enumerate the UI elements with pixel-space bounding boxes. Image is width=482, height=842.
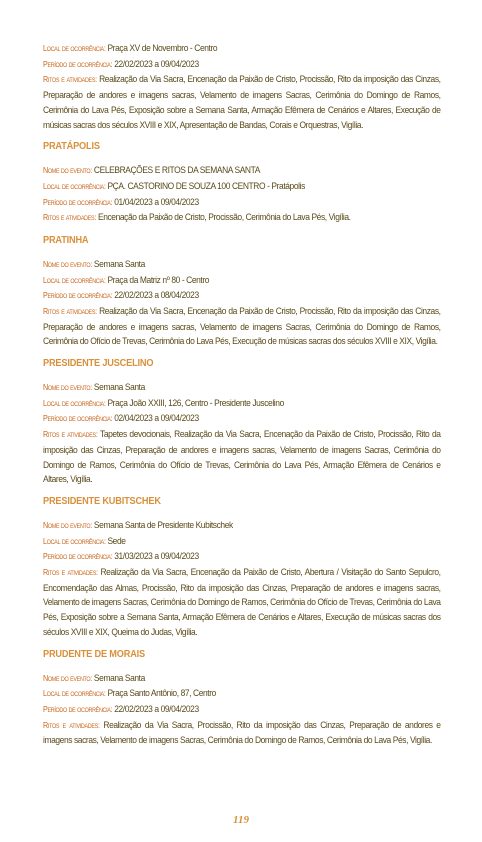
- local-line: [43, 686, 441, 702]
- local-label: Local de ocorrência:: [43, 275, 106, 285]
- name-value: Semana Santa: [93, 381, 145, 393]
- rites-label: Ritos e atividades:: [43, 567, 98, 577]
- name-line: [43, 257, 441, 273]
- period-line: [43, 288, 441, 304]
- rites-label: Ritos e atividades:: [43, 306, 97, 316]
- name-label: Nome do evento:: [43, 521, 92, 531]
- local-label: Local de ocorrência:: [43, 689, 106, 699]
- local-line: [43, 273, 441, 289]
- document-page: [43, 41, 441, 748]
- rites-value: Realização da Via Sacra, Procissão, Rito da imposição das Cinzas, Preparação de andores e imagens sacras, Velamento de imagens Sacras, Cerimônia do Domingo de Ramos, Cerimônia do Lava Pés, Vigília.: [43, 718, 441, 746]
- rites-paragraph: [43, 210, 441, 226]
- name-label: Nome do evento:: [43, 166, 92, 176]
- local-value: Praça Santo Antônio, 87, Centro: [107, 687, 216, 699]
- local-line: [43, 179, 441, 195]
- local-label: Local de ocorrência:: [43, 536, 106, 546]
- rites-value: Realização da Via Sacra, Encenação da Paixão de Cristo, Abertura / Visitação do Santo Sepulcro, Encomendação das Almas, Procissão, Rito da imposição das Cinzas, Preparação de andores e imagens sacras, Velamento de imagens Sacras, Cerimônia do Domingo de Ramos, Cerimônia do Ofício de Trevas, Cerimônia do Lava Pés, Exposição sobre a Semana Santa, Armação Efêmera de Cenários e Altares, Execução de músicas sacras dos séculos XVIII e XIX, Queima do Judas, Vigília.: [43, 565, 441, 638]
- period-line: [43, 411, 441, 427]
- name-line: [43, 518, 441, 534]
- period-value: 31/03/2023 a 09/04/2023: [114, 550, 199, 562]
- local-label: Local de ocorrência:: [43, 44, 106, 53]
- name-label: Nome do evento:: [43, 673, 92, 683]
- city-heading: PRESIDENTE JUSCELINO: [43, 358, 154, 370]
- name-label: Nome do evento:: [43, 383, 92, 393]
- name-line: [43, 163, 441, 179]
- period-line: [43, 549, 441, 565]
- rites-paragraph: [43, 565, 441, 640]
- period-line: [43, 57, 441, 73]
- page-number: 119: [233, 814, 249, 826]
- rites-value: Encenação da Paixão de Cristo, Procissão, Cerimônia do Lava Pés, Vigília.: [97, 211, 351, 223]
- rites-label: Ritos e atividades:: [43, 75, 97, 85]
- rites-value: Realização da Via Sacra, Encenação da Paixão de Cristo, Procissão, Rito da imposição das Cinzas, Preparação de andores e imagens sacras, Velamento de imagens Sacras, Cerimônia do Domingo de Ramos, Cerimônia do Lava Pés, Exposição sobre a Semana Santa, Armação Efêmera de Cenários e Altares, Execução de músicas sacras dos séculos XVIII e XIX, Apresentação de Bandas, Corais e Orquestras, Vigília.: [43, 73, 441, 130]
- local-value: Praça João XXIII, 126, Centro - Presidente Juscelino: [107, 396, 284, 408]
- rites-label: Ritos e atividades:: [43, 720, 100, 730]
- period-label: Período de ocorrência:: [43, 197, 113, 207]
- event-block: [43, 671, 441, 748]
- period-line: [43, 702, 441, 718]
- period-value: 02/04/2023 a 09/04/2023: [114, 412, 199, 424]
- rites-label: Ritos e atividades:: [43, 429, 98, 439]
- city-heading: PRUDENTE DE MORAIS: [43, 648, 145, 660]
- rites-label: Ritos e atividades:: [43, 213, 97, 223]
- name-value: Semana Santa: [93, 257, 145, 269]
- rites-paragraph: [43, 427, 441, 487]
- name-value: Semana Santa de Presidente Kubitschek: [93, 519, 233, 531]
- period-label: Período de ocorrência:: [43, 291, 113, 301]
- period-label: Período de ocorrência:: [43, 59, 113, 69]
- period-value: 22/02/2023 a 09/04/2023: [114, 703, 199, 715]
- city-heading: PRATÁPOLIS: [43, 141, 100, 153]
- period-label: Período de ocorrência:: [43, 705, 113, 715]
- local-line: [43, 41, 441, 57]
- rites-paragraph: [43, 304, 441, 349]
- name-value: CELEBRAÇÕES E RITOS DA SEMANA SANTA: [93, 164, 260, 176]
- name-line: [43, 380, 441, 396]
- event-block-continued: [43, 41, 441, 132]
- local-label: Local de ocorrência:: [43, 398, 106, 408]
- local-label: Local de ocorrência:: [43, 181, 106, 191]
- period-value: 22/02/2023 a 09/04/2023: [114, 57, 199, 69]
- period-label: Período de ocorrência:: [43, 552, 113, 562]
- name-line: [43, 671, 441, 687]
- event-block: [43, 163, 441, 226]
- event-block: [43, 257, 441, 349]
- event-block: [43, 380, 441, 487]
- local-value: Praça da Matriz nº 80 - Centro: [107, 273, 210, 285]
- local-value: Praça XV de Novembro - Centro: [107, 42, 218, 53]
- rites-value: Tapetes devocionais, Realização da Via Sacra, Encenação da Paixão de Cristo, Procissão, Rito da imposição das Cinzas, Preparação de andores e imagens sacras, Velamento de imagens Sacras, Cerimônia do Domingo de Ramos, Cerimônia do Ofício de Trevas, Cerimônia do Lava Pés, Armação Efêmera de Cenários e Altares, Vigília.: [43, 427, 441, 485]
- period-label: Período de ocorrência:: [43, 414, 113, 424]
- local-value: PÇA. CASTORINO DE SOUZA 100 CENTRO - Pratápolis: [107, 179, 305, 191]
- local-value: Sede: [107, 534, 126, 546]
- period-value: 22/02/2023 a 08/04/2023: [114, 289, 199, 301]
- name-label: Nome do evento:: [43, 259, 92, 269]
- rites-value: Realização da Via Sacra, Encenação da Paixão de Cristo, Procissão, Rito da imposição das Cinzas, Preparação de andores e imagens sacras, Velamento de imagens Sacras, Cerimônia do Domingo de Ramos, Cerimônia do Ofício de Trevas, Cerimônia do Lava Pés, Execução de músicas sacras dos séculos XVIII e XIX, Vigília.: [43, 304, 441, 347]
- period-value: 01/04/2023 a 09/04/2023: [114, 195, 199, 207]
- city-heading: PRESIDENTE KUBITSCHEK: [43, 496, 161, 508]
- city-heading: PRATINHA: [43, 234, 89, 246]
- name-value: Semana Santa: [93, 671, 145, 683]
- rites-paragraph: [43, 72, 441, 132]
- rites-paragraph: [43, 718, 441, 749]
- period-line: [43, 195, 441, 211]
- local-line: [43, 396, 441, 412]
- local-line: [43, 534, 441, 550]
- event-block: [43, 518, 441, 640]
